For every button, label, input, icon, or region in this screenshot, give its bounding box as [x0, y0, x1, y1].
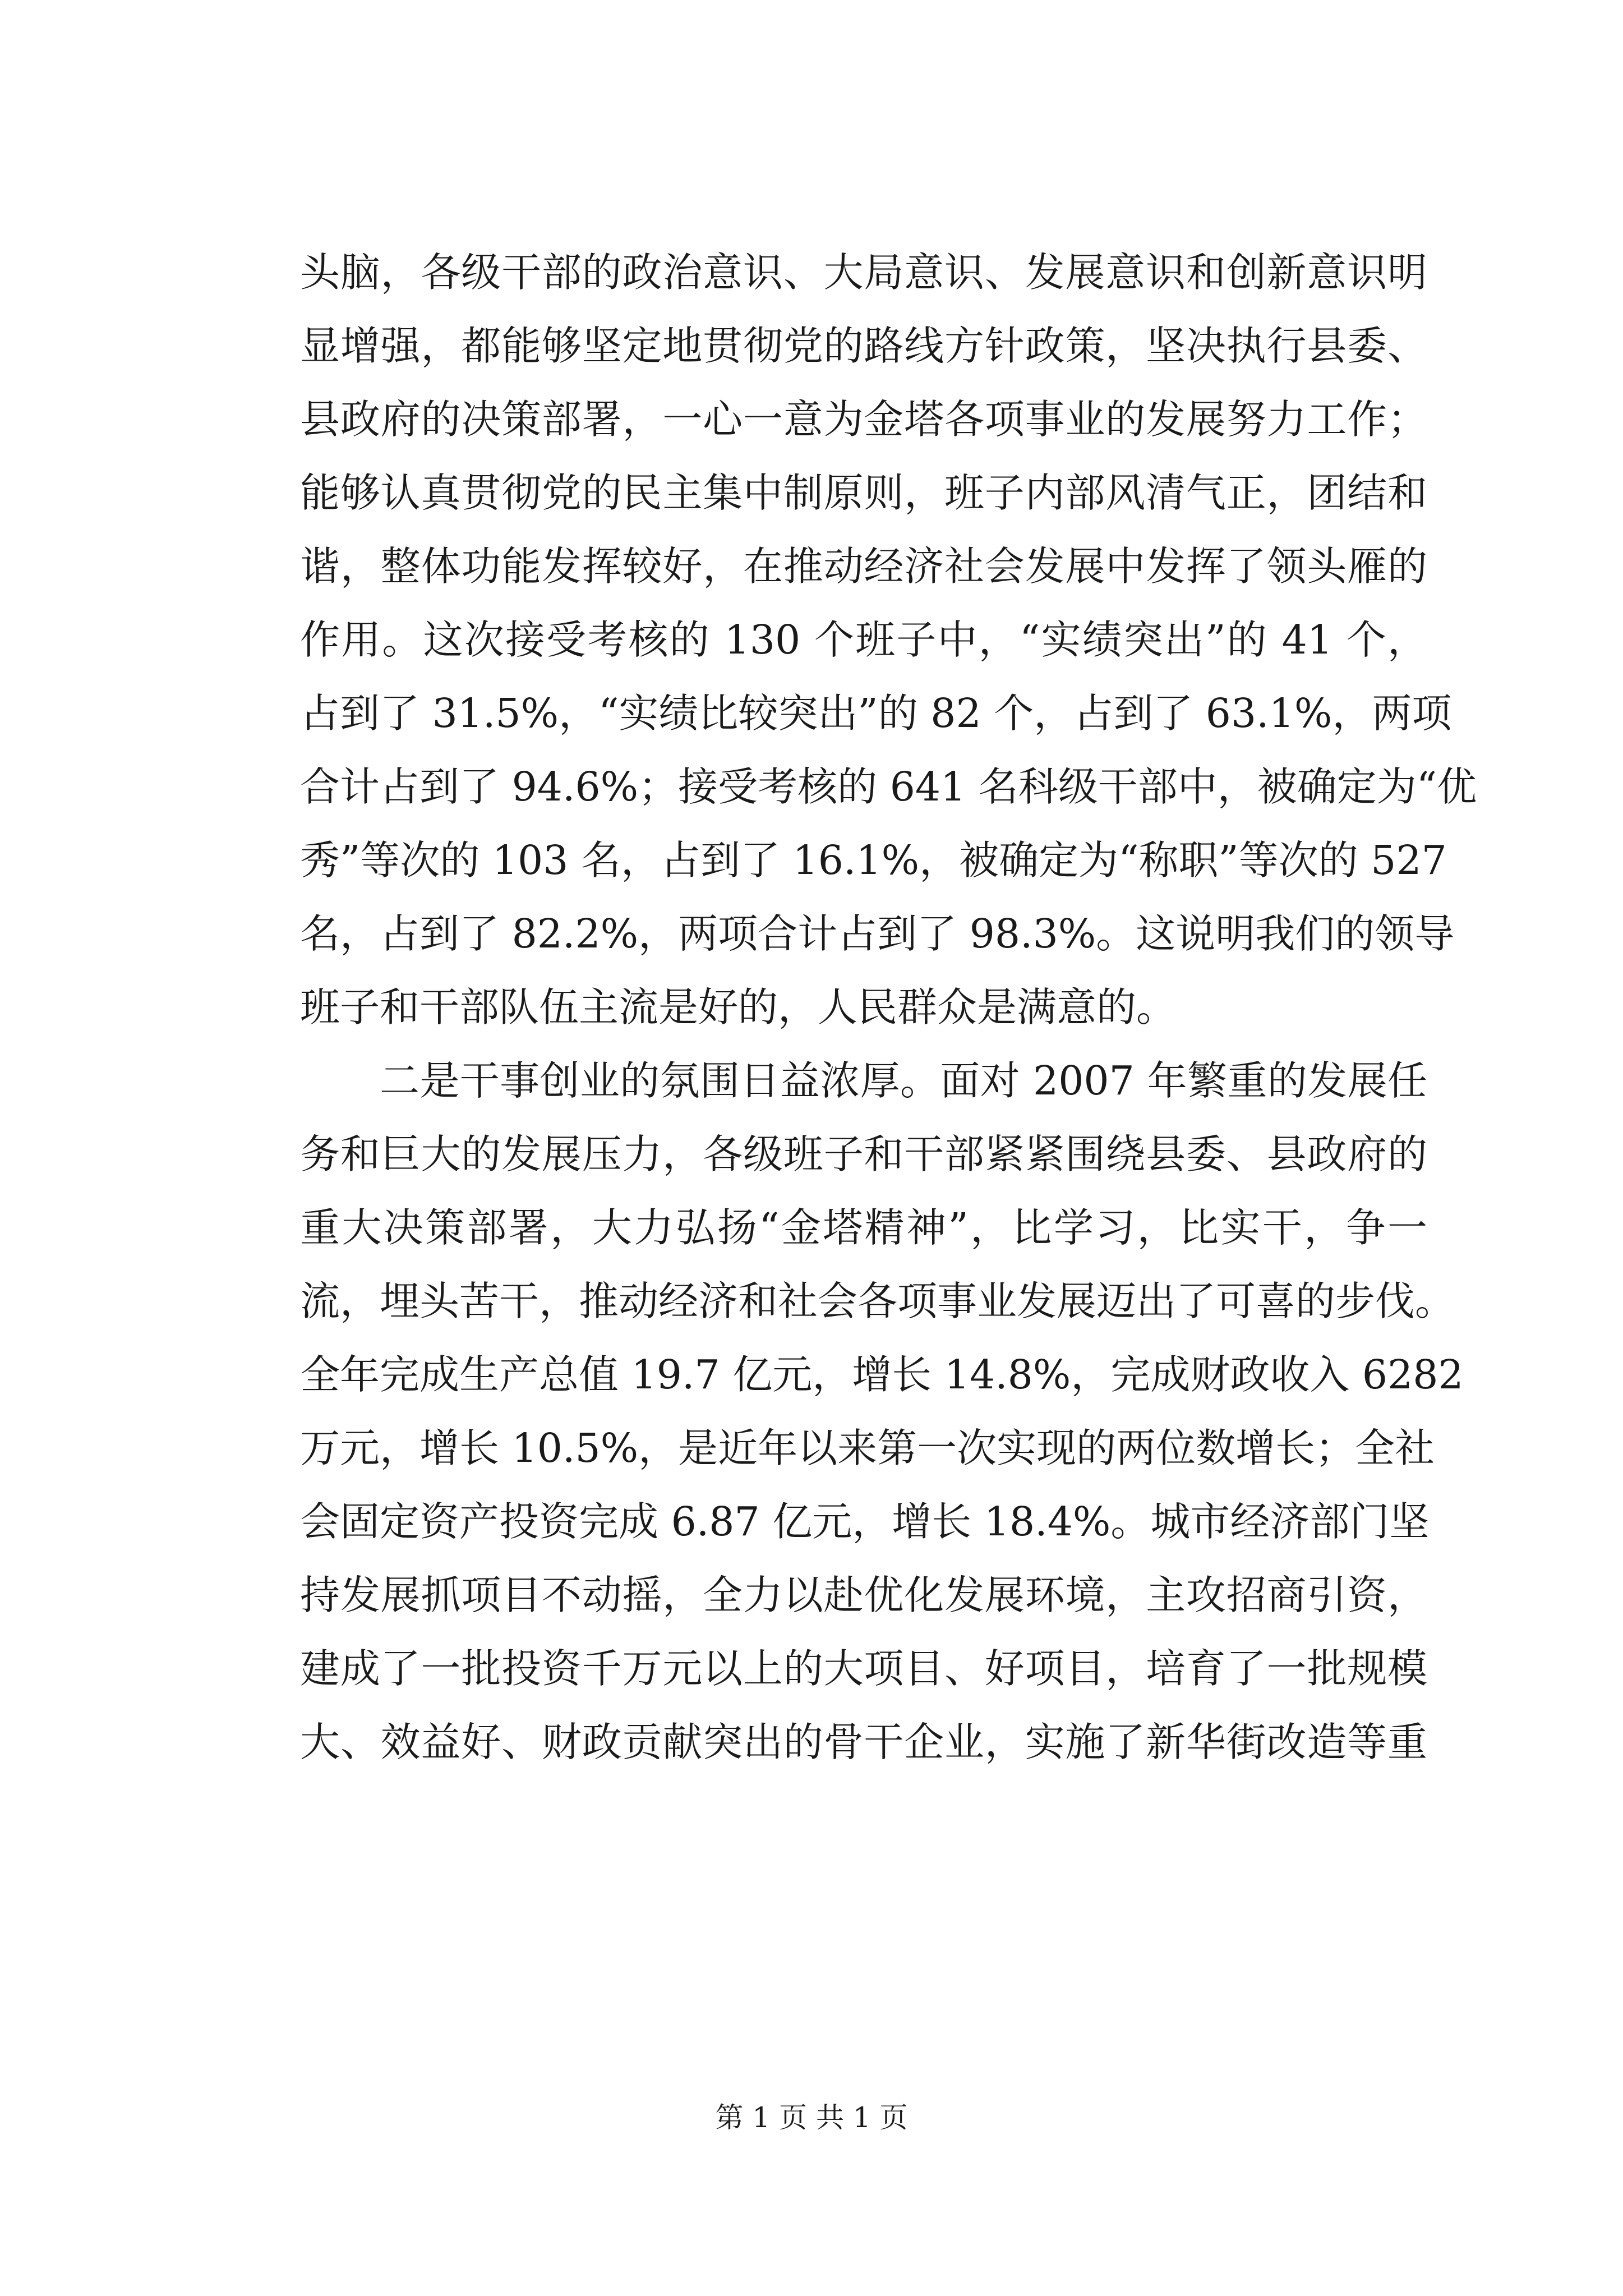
text-line-4: 能够认真贯彻党的民主集中制原则，班子内部风清气正，团结和: [300, 470, 1427, 516]
text-line-13: 务和巨大的发展压力，各级班子和干部紧紧围绕县委、县政府的: [300, 1131, 1427, 1177]
text-line-14: 重大决策部署，大力弘扬“金塔精神”，比学习，比实干，争一: [300, 1204, 1427, 1251]
text-line-17: 万元，增长 10.5%，是近年以来第一次实现的两位数增长；全社: [300, 1425, 1435, 1471]
page-number-footer: 第 1 页 共 1 页: [715, 2101, 908, 2134]
text-line-3: 县政府的决策部署，一心一意为金塔各项事业的发展努力工作；: [300, 396, 1427, 443]
text-line-6: 作用。这次接受考核的 130 个班子中，“实绩突出”的 41 个，: [300, 616, 1427, 663]
text-line-12: 二是干事创业的氛围日益浓厚。面对 2007 年繁重的发展任: [380, 1057, 1427, 1104]
text-line-7: 占到了 31.5%，“实绩比较突出”的 82 个，占到了 63.1%，两项: [300, 690, 1452, 737]
text-line-16: 全年完成生产总值 19.7 亿元，增长 14.8%，完成财政收入 6282: [300, 1351, 1464, 1398]
text-line-10: 名，占到了 82.2%，两项合计占到了 98.3%。这说明我们的领导: [300, 910, 1455, 957]
text-line-21: 大、效益好、财政贡献突出的骨干企业，实施了新华街改造等重: [300, 1719, 1427, 1765]
text-line-15: 流，埋头苦干，推动经济和社会各项事业发展迈出了可喜的步伐。: [300, 1278, 1455, 1324]
text-line-9: 秀”等次的 103 名，占到了 16.1%，被确定为“称职”等次的 527: [300, 837, 1447, 884]
text-line-11: 班子和干部队伍主流是好的，人民群众是满意的。: [300, 984, 1177, 1030]
text-line-5: 谐，整体功能发挥较好，在推动经济社会发展中发挥了领头雁的: [300, 543, 1427, 590]
text-line-8: 合计占到了 94.6%；接受考核的 641 名科级干部中，被确定为“优: [300, 763, 1477, 810]
text-line-2: 显增强，都能够坚定地贯彻党的路线方针政策，坚决执行县委、: [300, 323, 1427, 369]
text-line-1: 头脑，各级干部的政治意识、大局意识、发展意识和创新意识明: [300, 249, 1427, 296]
text-line-20: 建成了一批投资千万元以上的大项目、好项目，培育了一批规模: [300, 1645, 1427, 1692]
document-body: [300, 249, 1477, 1796]
text-line-18: 会固定资产投资完成 6.87 亿元，增长 18.4%。城市经济部门坚: [300, 1498, 1430, 1545]
text-line-19: 持发展抓项目不动摇，全力以赴优化发展环境，主攻招商引资，: [300, 1572, 1427, 1618]
